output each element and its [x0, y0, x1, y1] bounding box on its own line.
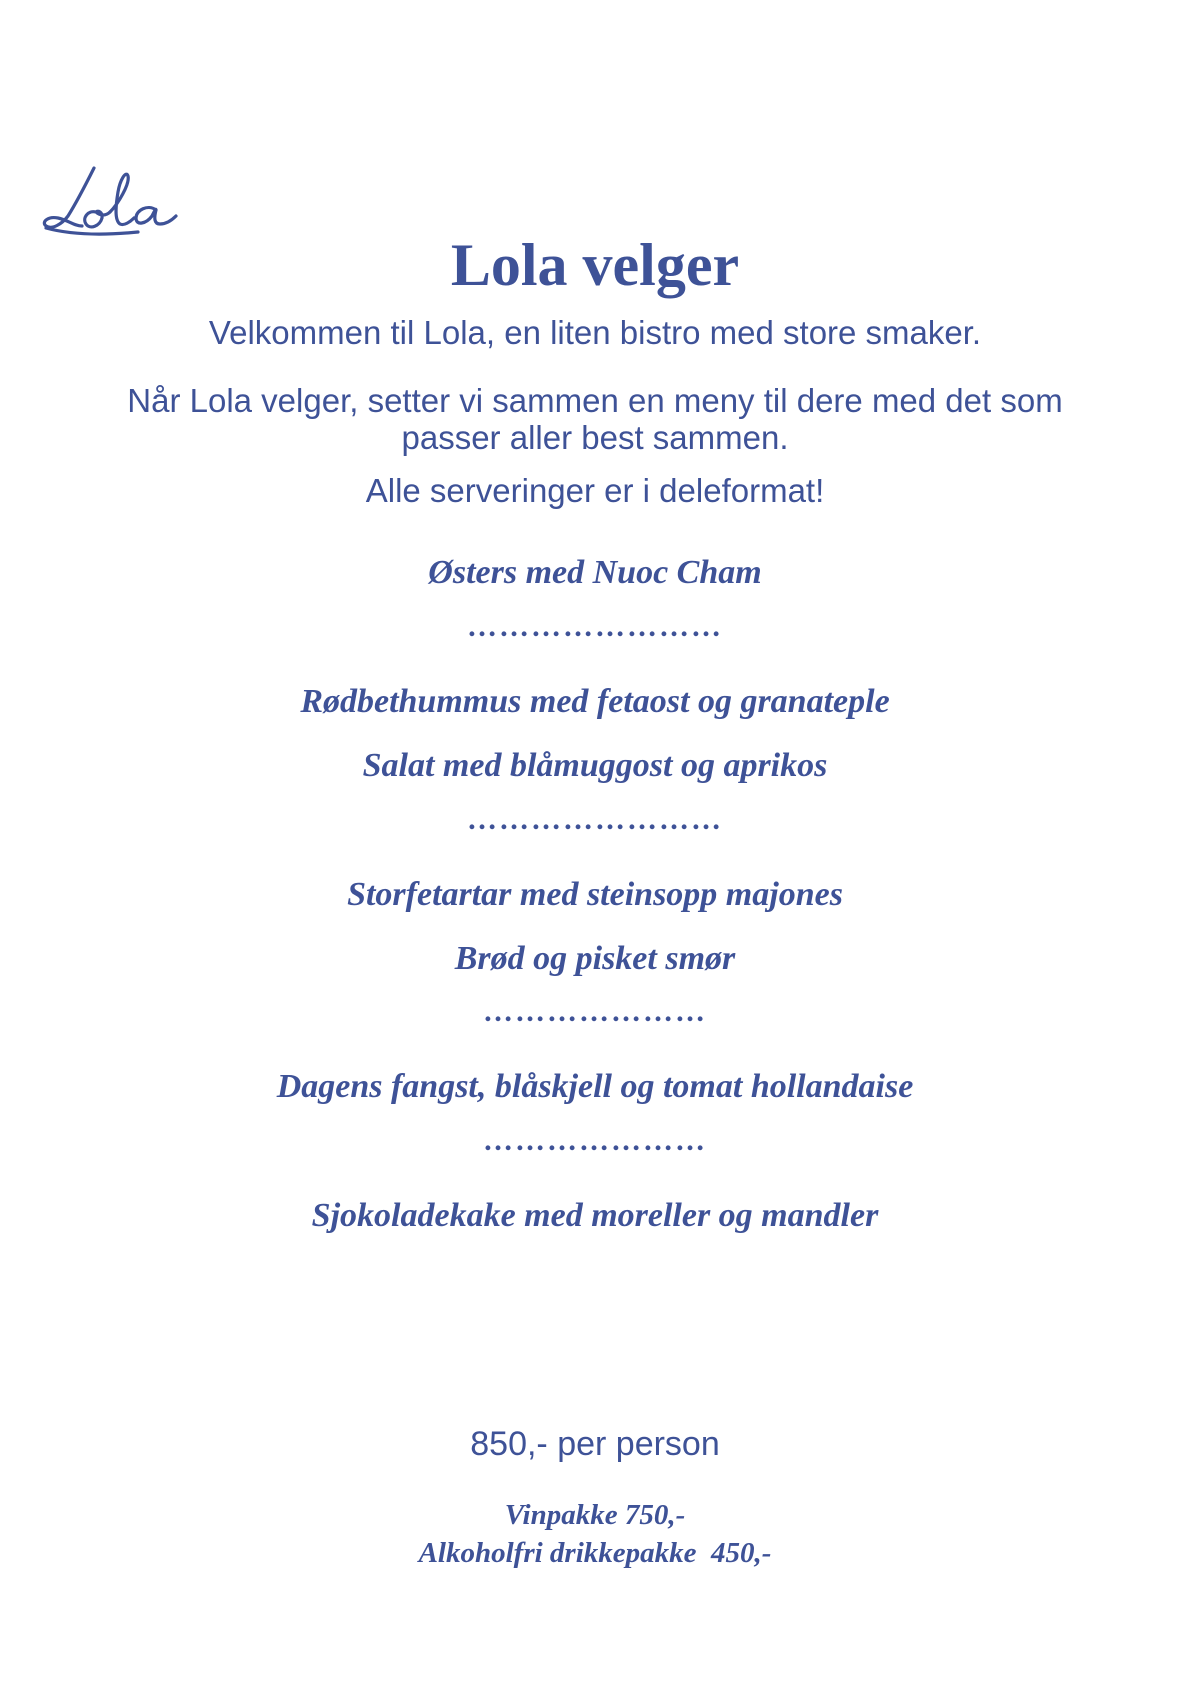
menu-item-oysters: Østers med Nuoc Cham [428, 554, 762, 591]
menu-divider: …………………… [467, 803, 723, 836]
menu-item-beef-tartare: Storfetartar med steinsopp majones [347, 876, 843, 913]
price-per-person: 850,- per person [470, 1425, 720, 1463]
intro-description: Når Lola velger, setter vi sammen en meny til dere med det som passer aller best sammen. [127, 382, 1063, 456]
non-alcoholic-package: Alkoholfri drikkepakke 450,- [418, 1537, 772, 1569]
menu-item-beet-hummus: Rødbethummus med fetaost og granateple [300, 683, 890, 720]
menu-divider: ………………… [483, 1124, 707, 1157]
menu-item-chocolate-cake: Sjokoladekake med moreller og mandler [311, 1197, 879, 1234]
menu-divider: …………………… [467, 610, 723, 643]
menu-item-bread-butter: Brød og pisket smør [454, 940, 736, 977]
wine-package: Vinpakke 750,- [504, 1499, 686, 1531]
menu-item-catch-of-the-day: Dagens fangst, blåskjell og tomat hollandaise [276, 1068, 914, 1105]
menu-divider: ………………… [483, 995, 707, 1028]
intro-welcome: Velkommen til Lola, en liten bistro med store smaker. [208, 314, 982, 351]
menu-item-salad: Salat med blåmuggost og aprikos [362, 747, 828, 784]
page-title: Lola velger [450, 232, 740, 298]
intro-sharing-note: Alle serveringer er i deleformat! [365, 472, 825, 509]
